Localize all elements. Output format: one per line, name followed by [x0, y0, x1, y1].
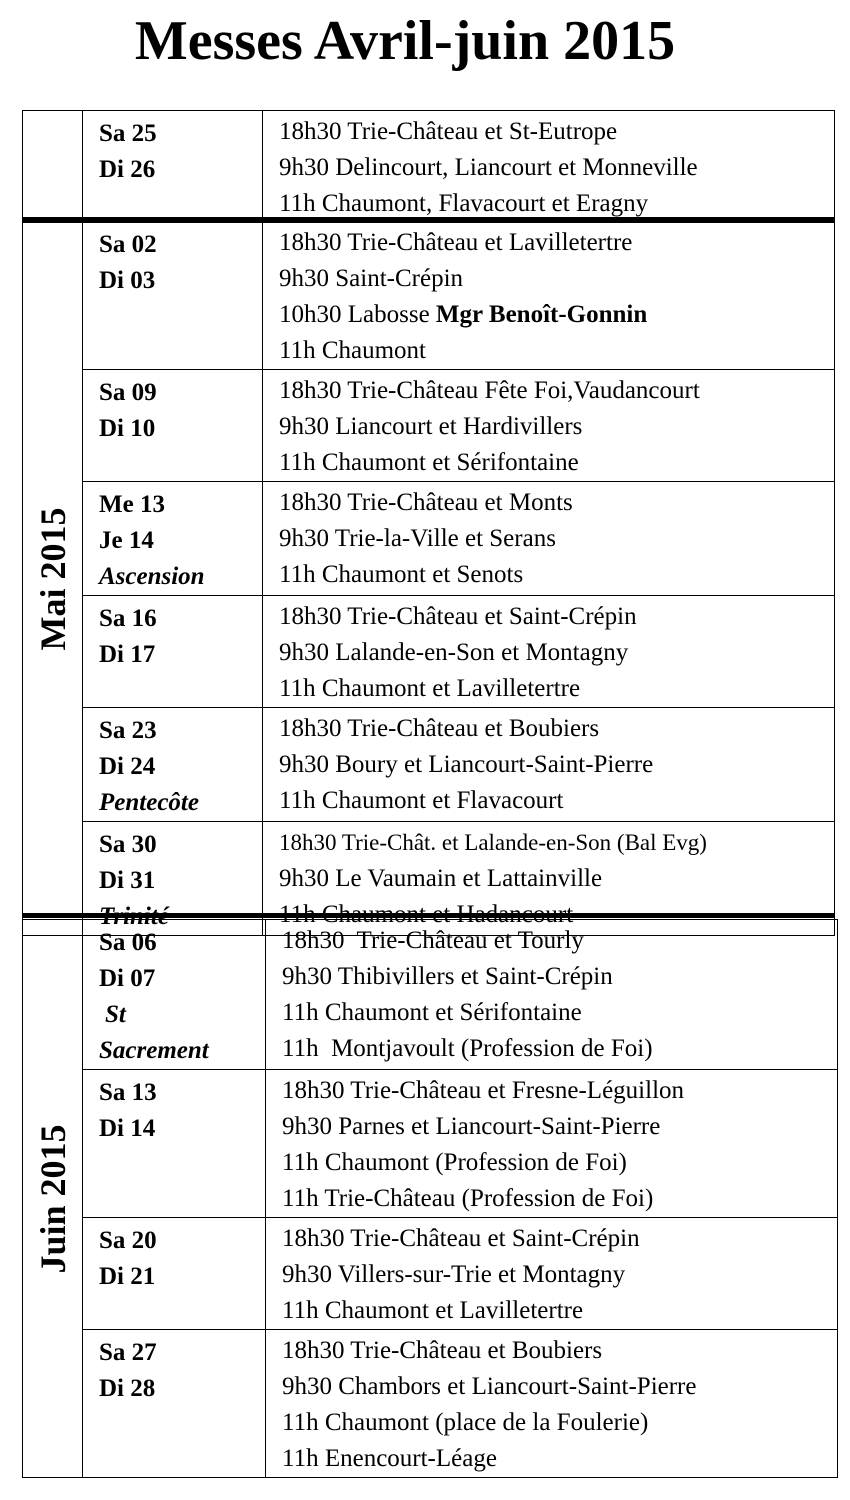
- mass-entry: 11h Chaumont (place de la Foulerie): [282, 1409, 649, 1436]
- feast-label: Sacrement: [99, 1037, 209, 1064]
- month-cell-empty: [23, 111, 83, 223]
- mass-entry: 9h30 Parnes et Liancourt-Saint-Pierre: [282, 1113, 661, 1140]
- day-label: Di 24: [99, 753, 156, 780]
- day-label: Di 03: [99, 267, 156, 294]
- page-title: Messes Avril-juin 2015: [134, 10, 676, 72]
- day-label: Di 26: [99, 156, 156, 183]
- masses-cell: [266, 1330, 838, 1478]
- day-label: Sa 02: [99, 231, 157, 258]
- mass-entry: 18h30 Trie-Chât. et Lalande-en-Son (Bal Evg): [279, 830, 707, 855]
- days-cell: [83, 596, 263, 708]
- masses-cell: [263, 708, 835, 822]
- mass-entry: 9h30 Chambors et Liancourt-Saint-Pierre: [282, 1373, 697, 1400]
- mass-entry: 9h30 Thibivillers et Saint-Crépin: [282, 963, 613, 990]
- day-label: Di 21: [99, 1263, 156, 1290]
- mass-entry: 11h Chaumont et Sérifontaine: [279, 449, 579, 476]
- mass-entry: 11h Chaumont: [279, 337, 426, 364]
- day-label: Me 13: [99, 491, 165, 518]
- day-label: Sa 06: [99, 929, 157, 956]
- masses-cell: [263, 222, 835, 370]
- mass-entry: 11h Chaumont et Flavacourt: [279, 787, 564, 814]
- day-label: Di 07: [99, 965, 156, 992]
- mass-entry: 11h Chaumont et Sérifontaine: [282, 999, 582, 1026]
- schedule-row: [23, 222, 835, 370]
- masses-cell: [263, 482, 835, 596]
- day-label: Sa 20: [99, 1227, 157, 1254]
- day-label: Sa 16: [99, 605, 157, 632]
- mass-entry: 9h30 Liancourt et Hardivillers: [279, 413, 583, 440]
- mass-entry: 11h Chaumont et Lavilletertre: [282, 1297, 584, 1324]
- day-label: Sa 30: [99, 831, 157, 858]
- month-cell-juin: [23, 920, 83, 1478]
- days-cell: [83, 370, 263, 482]
- mass-entry: 18h30 Trie-Château et Tourly: [282, 927, 584, 954]
- mass-entry: 9h30 Lalande-en-Son et Montagny: [279, 639, 629, 666]
- mass-entry: 11h Chaumont, Flavacourt et Eragny: [279, 190, 649, 217]
- mass-entry: 9h30 Le Vaumain et Lattainville: [279, 865, 603, 892]
- mass-entry: 18h30 Trie-Château et Monts: [279, 489, 573, 516]
- mass-entry: 11h Chaumont (Profession de Foi): [282, 1149, 627, 1176]
- days-cell: [83, 1070, 266, 1218]
- schedule-row: [23, 708, 835, 822]
- mass-entry: 18h30 Trie-Château et Lavilletertre: [279, 229, 633, 256]
- schedule-row: [23, 482, 835, 596]
- schedule-row: [23, 1330, 838, 1478]
- days-cell: [83, 1218, 266, 1330]
- mass-entry: 11h Montjavoult (Profession de Foi): [282, 1035, 653, 1062]
- masses-cell: [263, 370, 835, 482]
- schedule-row: [23, 1070, 838, 1218]
- mass-entry: 18h30 Trie-Château Fête Foi,Vaudancourt: [279, 377, 700, 404]
- day-label: Di 28: [99, 1375, 156, 1402]
- day-label: Sa 23: [99, 717, 157, 744]
- mass-entry: 18h30 Trie-Château et Saint-Crépin: [279, 603, 637, 630]
- masses-cell: [263, 596, 835, 708]
- day-label: Di 10: [99, 415, 156, 442]
- day-label: Di 14: [99, 1115, 156, 1142]
- mass-entry-text: 10h30 Labosse: [279, 301, 436, 328]
- mass-entry: 9h30 Villers-sur-Trie et Montagny: [282, 1261, 626, 1288]
- mass-entry: 18h30 Trie-Château et Boubiers: [279, 715, 600, 742]
- mass-entry: 18h30 Trie-Château et Boubiers: [282, 1337, 603, 1364]
- schedule-row: [23, 596, 835, 708]
- feast-label: Ascension: [99, 563, 205, 590]
- mass-entry: 18h30 Trie-Château et Saint-Crépin: [282, 1225, 640, 1252]
- month-cell-mai: [23, 222, 83, 936]
- schedule-row: [23, 370, 835, 482]
- day-label: Di 17: [99, 641, 156, 668]
- masses-cell: [266, 1218, 838, 1330]
- mass-entry: 9h30 Saint-Crépin: [279, 265, 464, 292]
- month-label-juin: Juin 2015: [32, 1123, 73, 1274]
- days-cell: [83, 1330, 266, 1478]
- days-cell: [83, 708, 263, 822]
- mass-entry: 9h30 Delincourt, Liancourt et Monneville: [279, 154, 698, 181]
- schedule-row: [23, 1218, 838, 1330]
- days-cell: [83, 482, 263, 596]
- juin-schedule-table: [22, 919, 838, 1478]
- mai-schedule-table: [22, 221, 835, 936]
- day-label: Je 14: [99, 527, 154, 554]
- feast-label: St: [105, 1001, 126, 1028]
- schedule-row: [23, 111, 835, 223]
- schedule-row: [23, 920, 838, 1070]
- mass-entry: 9h30 Boury et Liancourt-Saint-Pierre: [279, 751, 654, 778]
- mass-entry: 11h Trie-Château (Profession de Foi): [282, 1185, 654, 1212]
- day-label: Sa 13: [99, 1079, 157, 1106]
- days-cell: [83, 222, 263, 370]
- april-schedule-table: [22, 110, 835, 223]
- mass-entry: 11h Enencourt-Léage: [282, 1445, 497, 1472]
- masses-cell: [266, 920, 838, 1070]
- masses-cell: [263, 111, 835, 223]
- feast-label: Pentecôte: [99, 789, 199, 816]
- day-label: Di 31: [99, 867, 156, 894]
- mass-entry: 11h Chaumont et Senots: [279, 561, 524, 588]
- masses-cell: [266, 1070, 838, 1218]
- mass-entry: 9h30 Trie-la-Ville et Serans: [279, 525, 556, 552]
- mass-entry: 18h30 Trie-Château et St-Eutrope: [279, 118, 618, 145]
- day-label: Sa 25: [99, 120, 157, 147]
- day-label: Sa 09: [99, 379, 157, 406]
- mass-celebrant: Mgr Benoît-Gonnin: [435, 301, 648, 328]
- day-label: Sa 27: [99, 1339, 157, 1366]
- mass-entry: 11h Chaumont et Lavilletertre: [279, 675, 581, 702]
- mass-entry: 18h30 Trie-Château et Fresne-Léguillon: [282, 1077, 685, 1104]
- month-label-mai: Mai 2015: [32, 507, 73, 650]
- section-divider: [22, 913, 834, 918]
- mass-entry: [279, 297, 834, 333]
- days-cell: [83, 111, 263, 223]
- days-cell: [83, 920, 266, 1070]
